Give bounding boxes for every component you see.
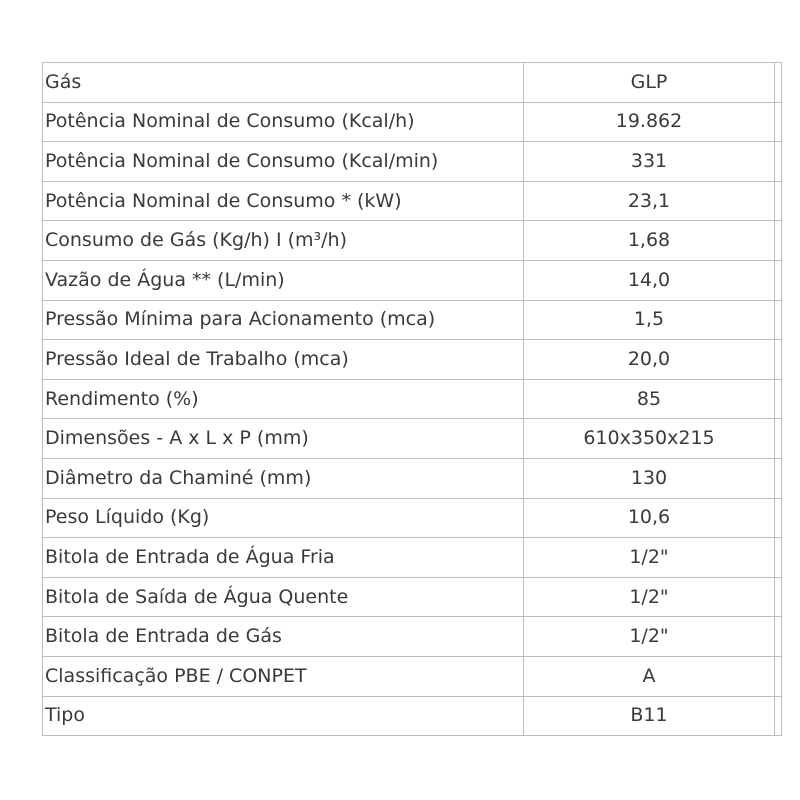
- row-label: Bitola de Saída de Água Quente: [43, 577, 524, 617]
- table-row: [43, 458, 782, 498]
- row-label: Pressão Mínima para Acionamento (mca): [43, 300, 524, 340]
- spec-table-body: [43, 63, 782, 736]
- table-row: [43, 300, 782, 340]
- extra-column-cell: [775, 538, 782, 578]
- table-row: [43, 102, 782, 142]
- table-row: [43, 142, 782, 182]
- extra-column-cell: [775, 63, 782, 103]
- row-value: 130: [524, 458, 775, 498]
- row-label: Potência Nominal de Consumo (Kcal/h): [43, 102, 524, 142]
- extra-column-cell: [775, 696, 782, 736]
- row-label: Vazão de Água ** (L/min): [43, 260, 524, 300]
- row-value: 10,6: [524, 498, 775, 538]
- row-label: Pressão Ideal de Trabalho (mca): [43, 340, 524, 380]
- row-value: 20,0: [524, 340, 775, 380]
- extra-column-cell: [775, 181, 782, 221]
- row-label: Potência Nominal de Consumo (Kcal/min): [43, 142, 524, 182]
- row-label: Dimensões - A x L x P (mm): [43, 419, 524, 459]
- row-value: 19.862: [524, 102, 775, 142]
- row-value: B11: [524, 696, 775, 736]
- table-row: [43, 656, 782, 696]
- extra-column-cell: [775, 458, 782, 498]
- extra-column-cell: [775, 379, 782, 419]
- extra-column-cell: [775, 260, 782, 300]
- extra-column-cell: [775, 300, 782, 340]
- row-value: GLP: [524, 63, 775, 103]
- table-row: [43, 617, 782, 657]
- row-label: Bitola de Entrada de Gás: [43, 617, 524, 657]
- row-value: A: [524, 656, 775, 696]
- extra-column-cell: [775, 498, 782, 538]
- row-value: 14,0: [524, 260, 775, 300]
- extra-column-cell: [775, 577, 782, 617]
- table-row: [43, 260, 782, 300]
- table-row: [43, 419, 782, 459]
- extra-column-cell: [775, 419, 782, 459]
- row-value: 1,5: [524, 300, 775, 340]
- extra-column-cell: [775, 617, 782, 657]
- extra-column-cell: [775, 142, 782, 182]
- row-label: Bitola de Entrada de Água Fria: [43, 538, 524, 578]
- extra-column-cell: [775, 221, 782, 261]
- row-value: 1/2": [524, 538, 775, 578]
- row-label: Gás: [43, 63, 524, 103]
- row-label: Diâmetro da Chaminé (mm): [43, 458, 524, 498]
- extra-column-cell: [775, 102, 782, 142]
- row-value: 1/2": [524, 577, 775, 617]
- table-row: [43, 538, 782, 578]
- row-value: 331: [524, 142, 775, 182]
- table-row: [43, 379, 782, 419]
- table-row: [43, 696, 782, 736]
- extra-column-cell: [775, 656, 782, 696]
- table-row: [43, 498, 782, 538]
- row-value: 1/2": [524, 617, 775, 657]
- spec-table: [42, 62, 782, 736]
- row-value: 1,68: [524, 221, 775, 261]
- extra-column-cell: [775, 340, 782, 380]
- row-label: Tipo: [43, 696, 524, 736]
- row-value: 610x350x215: [524, 419, 775, 459]
- table-row: [43, 340, 782, 380]
- table-row: [43, 181, 782, 221]
- row-label: Classificação PBE / CONPET: [43, 656, 524, 696]
- row-value: 85: [524, 379, 775, 419]
- row-label: Consumo de Gás (Kg/h) I (m³/h): [43, 221, 524, 261]
- row-label: Potência Nominal de Consumo * (kW): [43, 181, 524, 221]
- row-label: Rendimento (%): [43, 379, 524, 419]
- table-row: [43, 577, 782, 617]
- row-label: Peso Líquido (Kg): [43, 498, 524, 538]
- table-row: [43, 63, 782, 103]
- table-row: [43, 221, 782, 261]
- row-value: 23,1: [524, 181, 775, 221]
